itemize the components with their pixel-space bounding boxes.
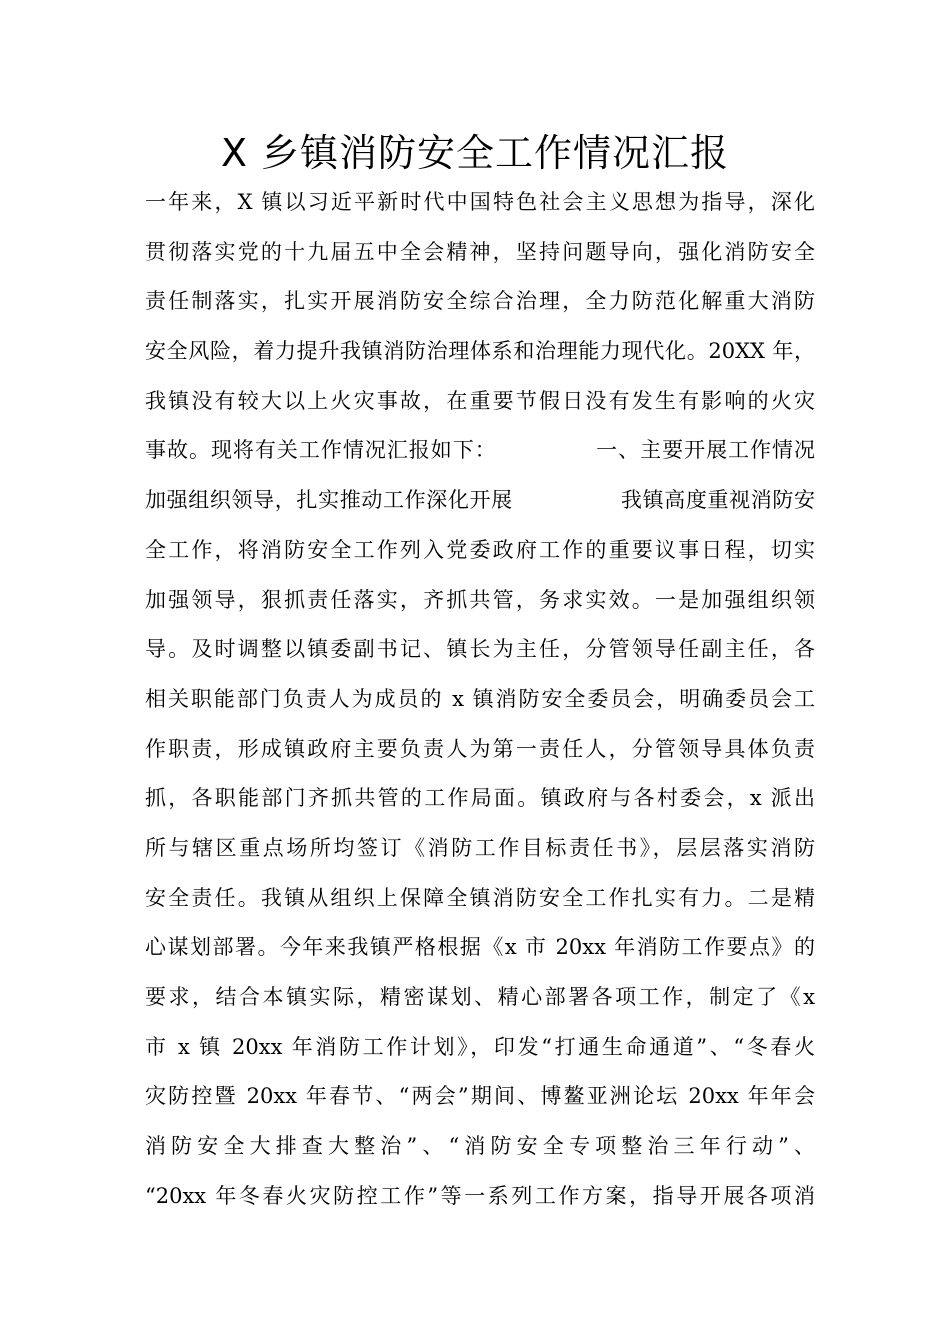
body-line: 相关职能部门负责人为成员的 x 镇消防安全委员会，明确委员会工 bbox=[145, 686, 815, 711]
body-line: 市 x 镇 20xx 年消防工作计划》，印发“打通生命通道”、“冬春火 bbox=[145, 1034, 815, 1059]
body-line: 要求，结合本镇实际，精密谋划、精心部署各项工作，制定了《x bbox=[145, 985, 815, 1009]
body-line: 灾防控暨 20xx 年春节、“两会”期间、博鳌亚洲论坛 20xx 年年会 bbox=[145, 1084, 815, 1109]
body-line: 心谋划部署。今年来我镇严格根据《x 市 20xx 年消防工作要点》的 bbox=[145, 935, 815, 960]
body-line: 所与辖区重点场所均签订《消防工作目标责任书》，层层落实消防 bbox=[145, 835, 815, 860]
document-body bbox=[145, 178, 815, 1221]
body-line: 作职责，形成镇政府主要负责人为第一责任人，分管领导具体负责 bbox=[145, 736, 815, 761]
body-line: 我镇没有较大以上火灾事故，在重要节假日没有发生有影响的火灾 bbox=[145, 388, 815, 413]
body-line: 导。及时调整以镇委副书记、镇长为主任，分管领导任副主任，各 bbox=[145, 637, 815, 662]
body-line: 消防安全大排查大整治”、“消防安全专项整治三年行动”、 bbox=[145, 1134, 815, 1159]
body-line: 贯彻落实党的十九届五中全会精神，坚持问题导向，强化消防安全 bbox=[145, 239, 815, 264]
document-title: X 乡镇消防安全工作情况汇报 bbox=[220, 131, 730, 175]
body-line: 全工作，将消防安全工作列入党委政府工作的重要议事日程，切实 bbox=[145, 537, 815, 562]
body-line: 加强组织领导，扎实推动工作深化开展 我镇高度重视消防安 bbox=[145, 488, 815, 513]
body-line: 加强领导，狠抓责任落实，齐抓共管，务求实效。一是加强组织领 bbox=[145, 587, 815, 612]
body-line: 安全风险，着力提升我镇消防治理体系和治理能力现代化。20XX 年， bbox=[145, 339, 815, 364]
body-line: 一年来，X 镇以习近平新时代中国特色社会主义思想为指导，深化 bbox=[145, 190, 815, 214]
body-line: 事故。现将有关工作情况汇报如下： 一、主要开展工作情况 bbox=[145, 438, 815, 463]
body-line: 责任制落实，扎实开展消防安全综合治理，全力防范化解重大消防 bbox=[145, 289, 815, 314]
body-line: “20xx 年冬春火灾防控工作”等一系列工作方案，指导开展各项消 bbox=[145, 1183, 815, 1208]
body-line: 抓，各职能部门齐抓共管的工作局面。镇政府与各村委会，x 派出 bbox=[145, 786, 815, 811]
body-line: 安全责任。我镇从组织上保障全镇消防安全工作扎实有力。二是精 bbox=[145, 885, 815, 910]
